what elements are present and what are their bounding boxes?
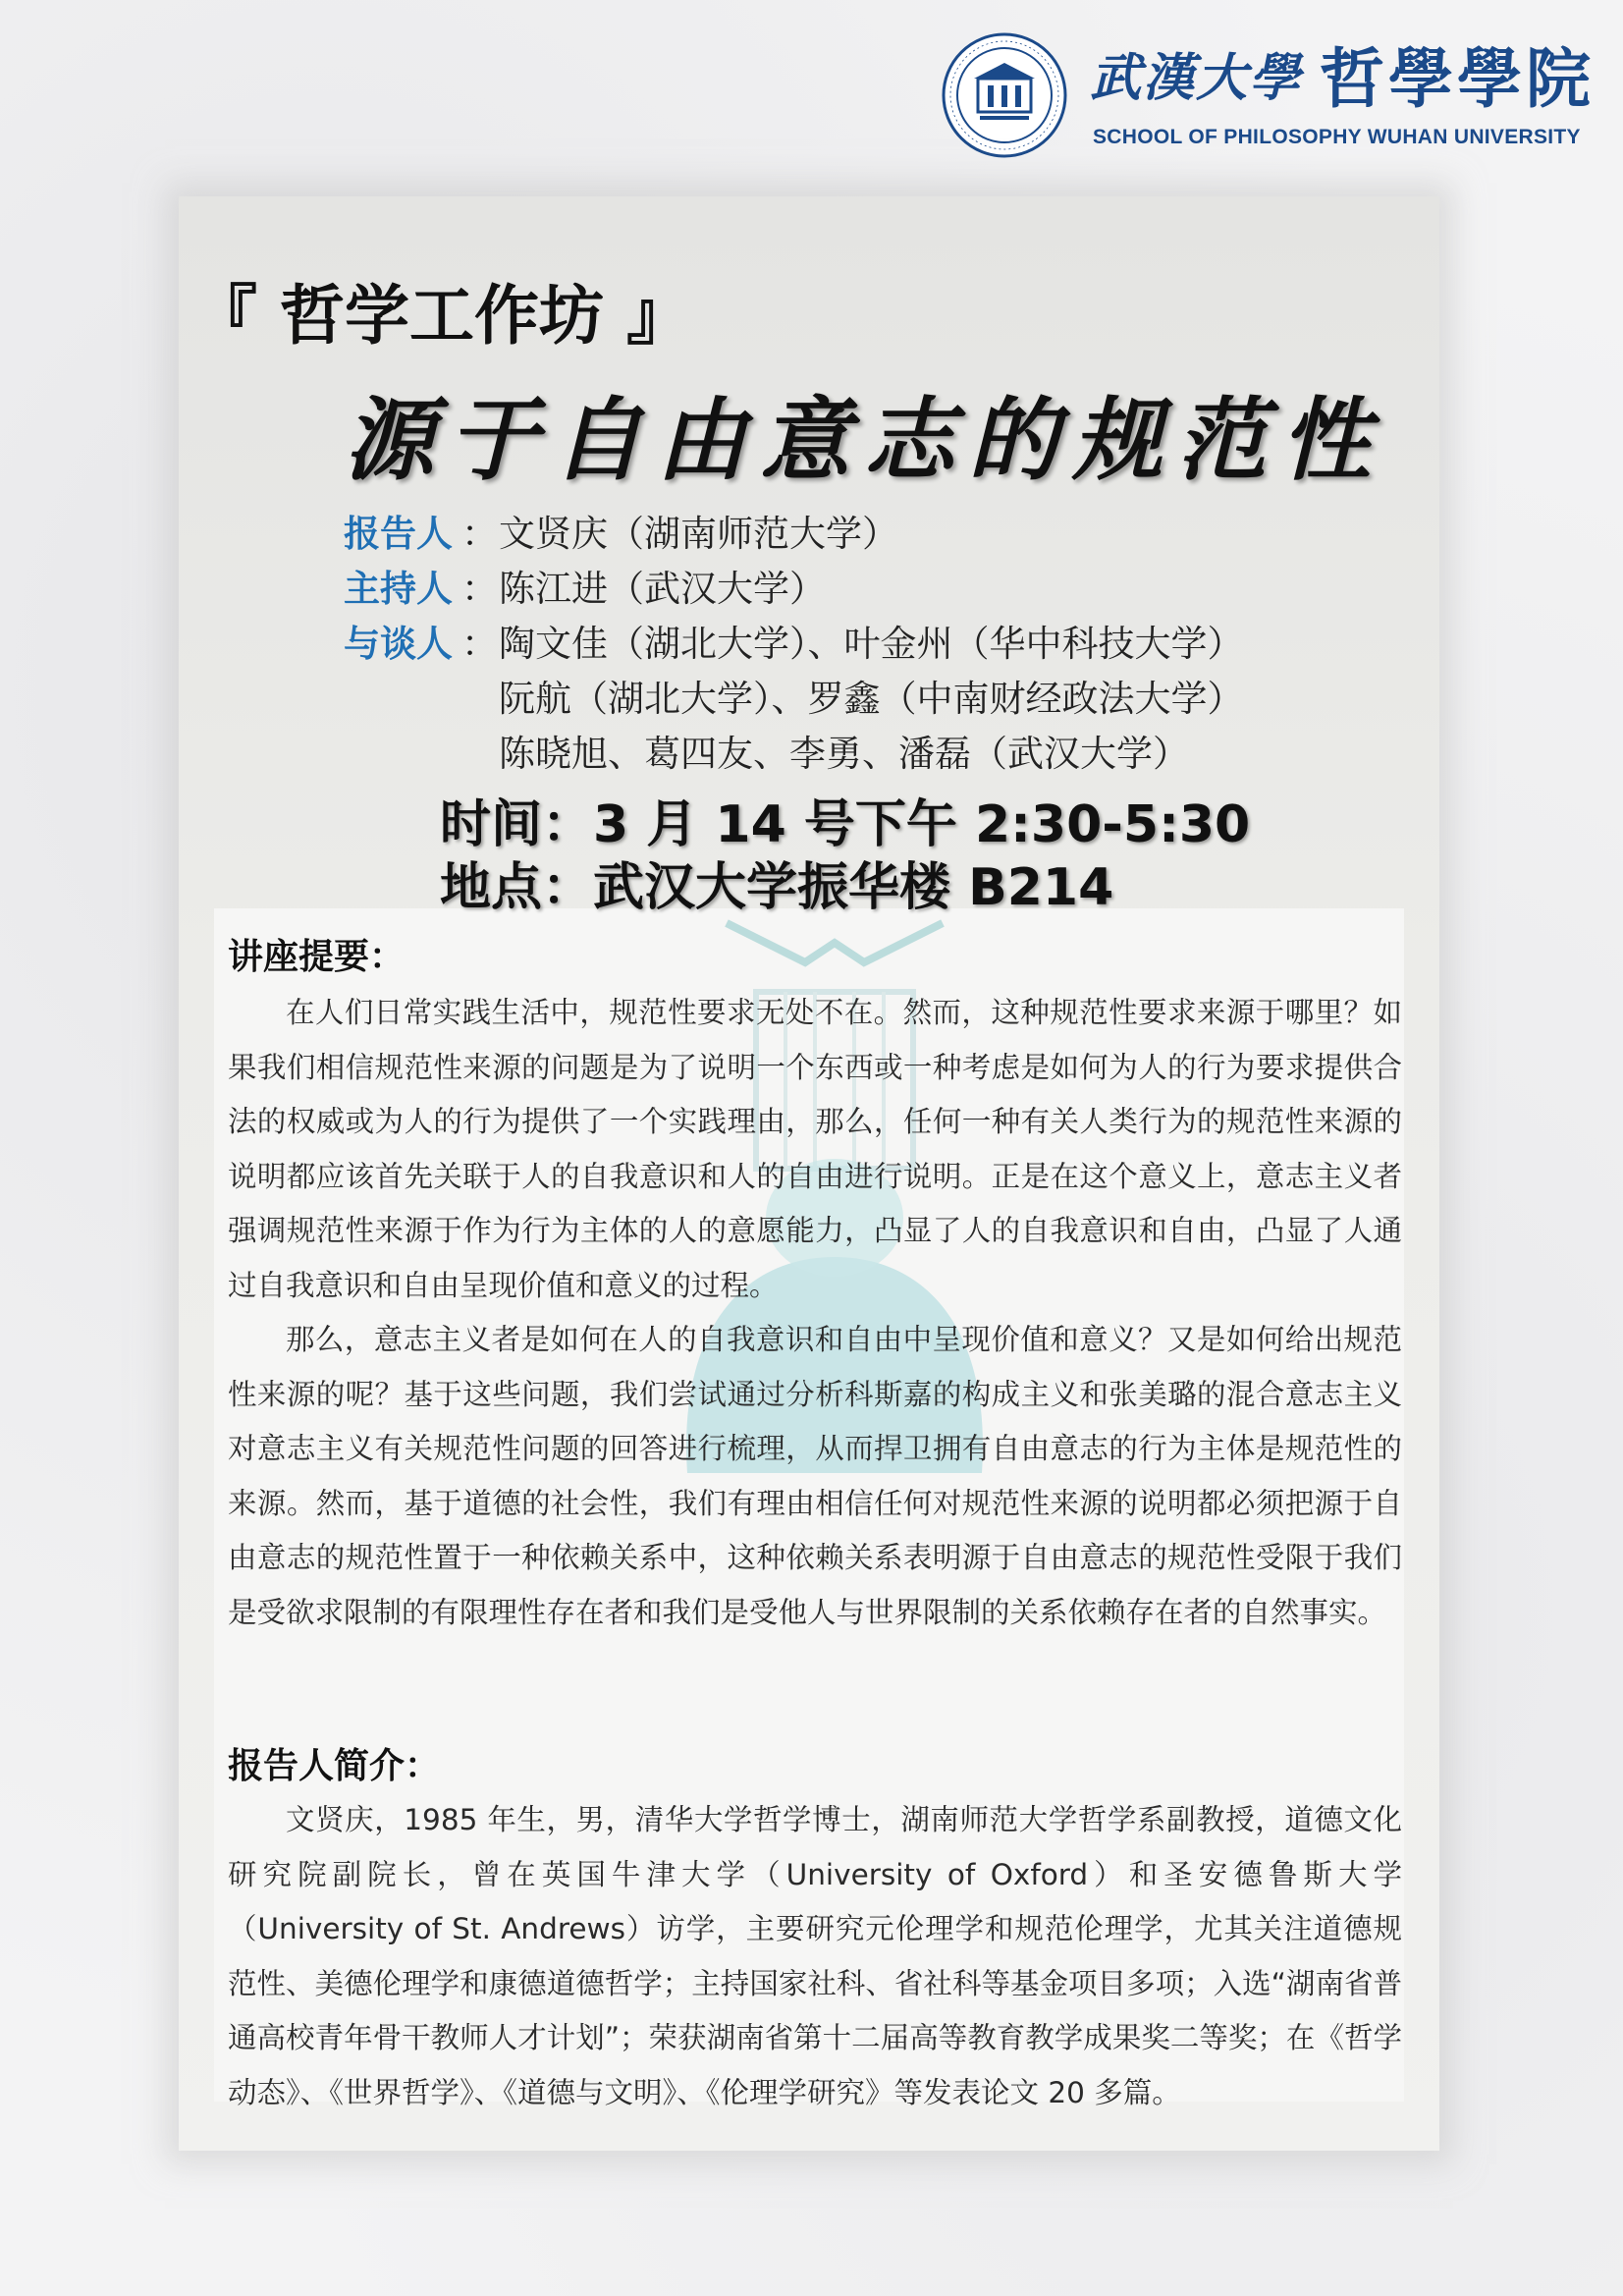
discussants-row-continued	[344, 723, 1325, 778]
abstract-heading: 讲座提要：	[228, 936, 406, 977]
workshop-series-label: 『 哲学工作坊 』	[192, 277, 691, 354]
host-value: 陈江进（武汉大学）	[499, 568, 826, 610]
speaker-label: 报告人	[344, 512, 453, 555]
event-place: 地点：武汉大学振华楼 B214	[440, 858, 1114, 917]
time-place-block	[440, 793, 1250, 919]
wuhan-university-seal-icon	[941, 31, 1068, 159]
school-logo-header	[941, 27, 1608, 165]
speaker-colon: ：	[461, 513, 498, 555]
abstract-paragraph: 在人们日常实践生活中，规范性要求无处不在。然而，这种规范性要求来源于哪里？如果我们相信规范性来源的问题是为了说明一个东西或一种考虑是如何为人的行为要求提供合法的权威或为人的行为提供了一个实践理由，那么，任何一种有关人类行为的规范性来源的说明都应该首先关联于人的自我意识和人的自由进行说明。正是在这个意义上，意志主义者强调规范性来源于作为行为主体的人的意愿能力，凸显了人的自我意识和自由，凸显了人通过自我意识和自由呈现价值和意义的过程。	[228, 996, 1402, 1302]
logo-chinese-name	[1090, 33, 1600, 117]
host-colon: ：	[461, 568, 498, 610]
event-time: 时间：3 月 14 号下午 2:30-5:30	[440, 795, 1251, 854]
discussants-line-2: 阮航（湖北大学）、罗鑫（中南财经政法大学）	[499, 678, 1244, 720]
logo-calligraphy: 武漢大學	[1090, 47, 1303, 108]
host-label: 主持人	[344, 567, 453, 610]
discussants-label: 与谈人	[344, 622, 453, 665]
participants-list	[344, 503, 1325, 778]
discussants-row-continued	[344, 668, 1325, 723]
bio-paragraph: 文贤庆，1985 年生，男，清华大学哲学博士，湖南师范大学哲学系副教授，道德文化研究院副院长，曾在英国牛津大学（University of Oxford）和圣安德鲁斯大学（University of St. Andrews）访学，主要研究元伦理学和规范伦理学，尤其关注道德规范性、美德伦理学和康德道德哲学；主持国家社科、省社科等基金项目多项；入选“湖南省普通高校青年骨干教师人才计划”；荣获湖南省第十二届高等教育教学成果奖二等奖；在《哲学动态》、《世界哲学》、《道德与文明》、《伦理学研究》等发表论文 20 多篇。	[228, 1803, 1402, 2109]
discussants-row	[344, 613, 1325, 668]
abstract-body	[228, 986, 1402, 1640]
discussants-colon: ：	[461, 623, 498, 665]
logo-school-name: 哲學學院	[1320, 39, 1596, 117]
abstract-paragraph: 那么，意志主义者是如何在人的自我意识和自由中呈现价值和意义？又是如何给出规范性来源的呢？基于这些问题，我们尝试通过分析科斯嘉的构成主义和张美璐的混合意志主义对意志主义有关规范性问题的回答进行梳理，从而捍卫拥有自由意志的行为主体是规范性的来源。然而，基于道德的社会性，我们有理由相信任何对规范性来源的说明都必须把源于自由意志的规范性置于一种依赖关系中，这种依赖关系表明源于自由意志的规范性受限于我们是受欲求限制的有限理性存在者和我们是受他人与世界限制的关系依赖存在者的自然事实。	[228, 1323, 1402, 1629]
speaker-value: 文贤庆（湖南师范大学）	[499, 513, 898, 555]
host-row	[344, 558, 1325, 613]
bio-body	[228, 1793, 1402, 2120]
speaker-row	[344, 503, 1325, 558]
discussants-line-1: 陶文佳（湖北大学）、叶金州（华中科技大学）	[499, 623, 1244, 665]
bio-heading: 报告人简介：	[228, 1745, 441, 1786]
lecture-title: 源于自由意志的规范性	[344, 387, 1385, 493]
discussants-line-3: 陈晓旭、葛四友、李勇、潘磊（武汉大学）	[499, 733, 1189, 775]
logo-english-name: SCHOOL OF PHILOSOPHY WUHAN UNIVERSITY	[1093, 126, 1581, 148]
